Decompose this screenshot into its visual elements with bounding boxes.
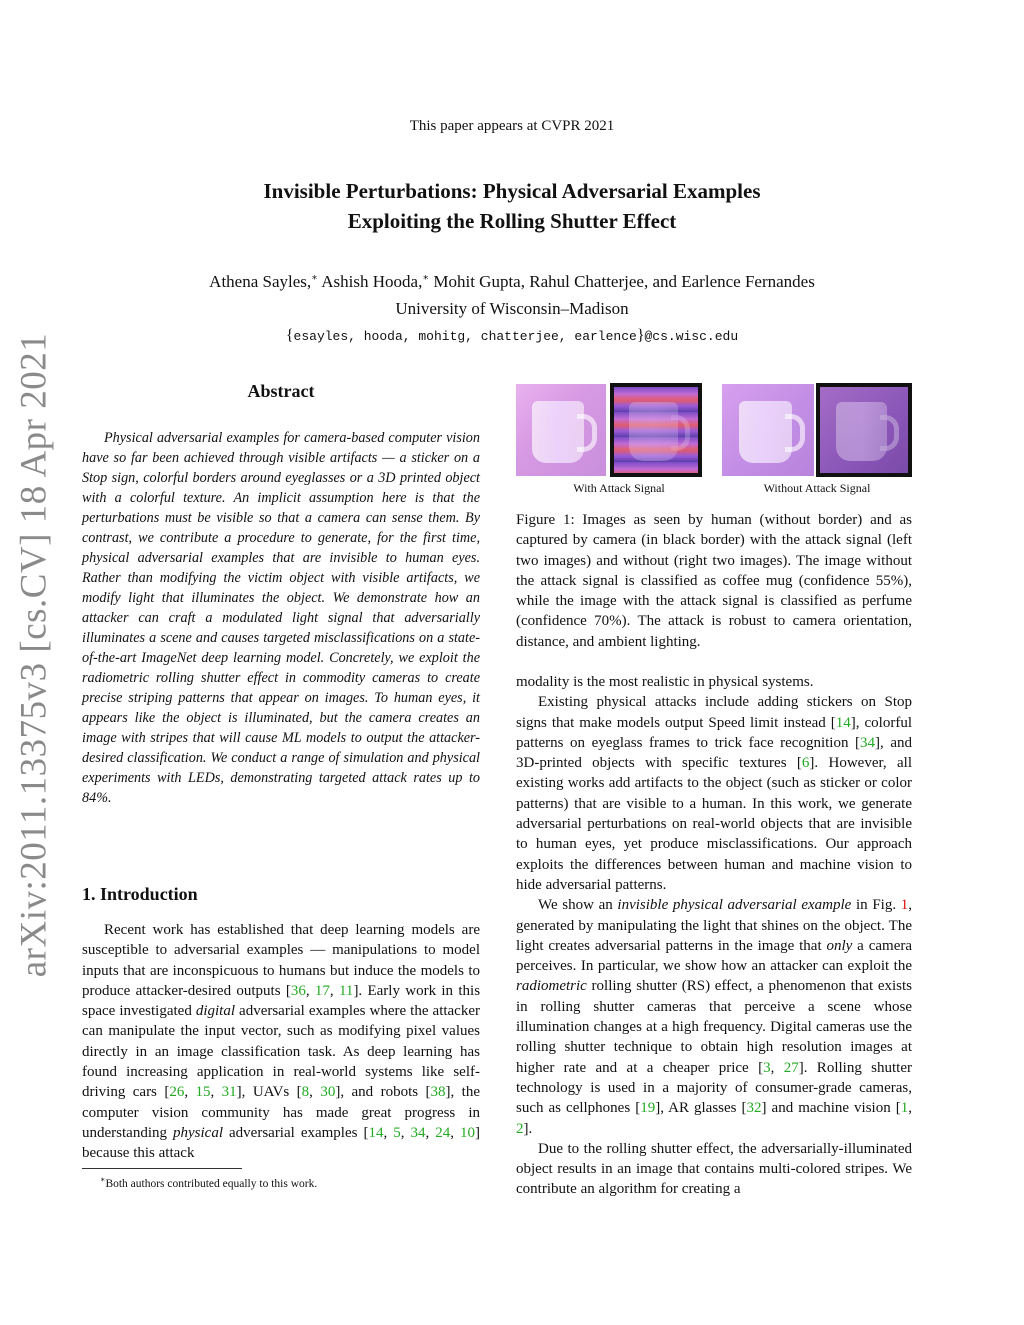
equal-contrib-mark: ∗ xyxy=(311,272,318,284)
equal-contrib-mark: ∗ xyxy=(422,272,430,284)
right-column-body xyxy=(516,672,912,1200)
author-name: Rahul Chatterjee, xyxy=(529,272,649,291)
author-list xyxy=(0,272,1024,292)
paragraph: Existing physical attacks include adding stickers on Stop signs that make models output Speed limit instead [14], colorful patterns on eyeglass frames to trick face recognition [34], and 3D-printed objects with specific textures [6]. However, all existing works add artifacts to the object (such as sticker or color patterns) that are visible to a human. In this work, we generate adversarial perturbations on real-world objects that are invisible to human eyes, yet produce misclassifications. Our approach exploits the differences between human and machine vision to hide adversarial patterns. xyxy=(516,694,912,893)
mug-shape xyxy=(739,401,792,464)
title-line-1: Invisible Perturbations: Physical Adversarial Examples xyxy=(263,179,761,203)
subcaption-with-attack: With Attack Signal xyxy=(573,481,665,495)
citation-link[interactable]: 34 xyxy=(860,734,876,751)
citation-link[interactable]: 2 xyxy=(516,1120,524,1137)
brace-close: } xyxy=(636,327,645,344)
subcaption-without-attack: Without Attack Signal xyxy=(763,481,871,495)
arxiv-identifier: arXiv:2011.13375v3 [cs.CV] 18 Apr 2021 xyxy=(13,332,55,978)
paragraph: Due to the rolling shutter effect, the adversarially-illuminated object results in an image that contains multi-colored stripes. We contribute an algorithm for creating a xyxy=(516,1140,912,1198)
affiliation: University of Wisconsin–Madison xyxy=(395,299,629,318)
citation-link[interactable]: 30 xyxy=(320,1084,336,1101)
abstract-heading: Abstract xyxy=(247,381,315,401)
arxiv-sidebar xyxy=(8,332,60,978)
abstract-body xyxy=(82,428,480,808)
mug-shape xyxy=(532,401,584,464)
citation-link[interactable]: 26 xyxy=(169,1084,185,1101)
figure-caption: Figure 1: Images as seen by human (without border) and as captured by camera (in black border) with the attack signal (left two images) and without (right two images). The image without the attack signal is classified as coffee mug (confidence 55%), while the image with the attack signal is classified as perfume (confidence 70%). The attack is robust to camera orientation, distance, and ambient lighting. xyxy=(516,512,912,650)
citation-link[interactable]: 8 xyxy=(301,1084,310,1101)
citation-link[interactable]: 14 xyxy=(368,1124,384,1141)
paragraph: We show an invisible physical adversarial example in Fig. 1, generated by manipulating the light that shines on the object. The light creates adversarial patterns in the image that only a camera perceives. In particular, we show how an attacker can exploit the radiometric rolling shutter (RS) effect, a phenomenon that exists in rolling shutter cameras that perceive a scene whose illumination changes at a high frequency. Digital cameras use the rolling shutter technique to obtain high resolution images at higher rate and at a cheaper price [3, 27]. Rolling shutter technology is used in a majority of consumer-grade cameras, such as cellphones [19], AR glasses [32] and machine vision [1, 2]. xyxy=(516,897,913,1137)
citation-link[interactable]: 15 xyxy=(195,1084,211,1101)
intro-body xyxy=(82,920,480,1164)
citation-link[interactable]: 11 xyxy=(338,982,354,999)
paper-title xyxy=(0,176,1024,236)
citation-link[interactable]: 38 xyxy=(430,1084,446,1101)
email-domain: @cs.wisc.edu xyxy=(644,329,739,344)
citation-link[interactable]: 3 xyxy=(763,1059,771,1076)
figure-image-camera-with-attack xyxy=(610,383,702,477)
email-names: esayles, hooda, mohitg, chatterjee, earlence xyxy=(293,329,637,344)
figure-image-human-with-attack xyxy=(516,384,606,476)
author-name: Ashish Hooda, xyxy=(321,272,423,291)
abstract-text: Physical adversarial examples for camera-based computer vision have so far been achieved through visible artifacts — a sticker on a Stop sign, colorful borders around eyeglasses or a 3D printed object with a colorful texture. An implicit assumption here is that the perturbations must be visible so that a camera can sense them. By contrast, we contribute a procedure to generate, for the first time, physical adversarial examples that are invisible to human eyes. Rather than modifying the victim object with visible artifacts, we modify light that illuminates the object. We demonstrate how an attacker can craft a modulated light signal that adversarially illuminates a scene and causes targeted misclassifications on a state-of-the-art ImageNet deep learning model. Concretely, we exploit the radiometric rolling shutter effect in commodity cameras to create precise striping patterns that appear on images. To human eyes, it appears like the object is illuminated, but the camera creates an image with stripes that will cause ML models to output the attacker-desired classification. We conduct a range of simulation and physical experiments with LEDs, demonstrating targeted attack rates up to 84%. xyxy=(82,430,480,806)
figure-ref-link[interactable]: 1 xyxy=(900,897,909,914)
citation-link[interactable]: 24 xyxy=(435,1124,451,1141)
venue-notice: This paper appears at CVPR 2021 xyxy=(409,118,615,134)
footnote-rule xyxy=(82,1168,242,1169)
author-name: Mohit Gupta, xyxy=(433,272,525,291)
citation-link[interactable]: 19 xyxy=(640,1100,656,1117)
title-line-2: Exploiting the Rolling Shutter Effect xyxy=(347,209,677,233)
author-name: and Earlence Fernandes xyxy=(652,272,815,291)
citation-link[interactable]: 17 xyxy=(314,982,330,999)
citation-link[interactable]: 1 xyxy=(900,1100,909,1117)
citation-link[interactable]: 36 xyxy=(290,982,306,999)
mug-shape xyxy=(836,402,887,460)
mug-shape xyxy=(629,402,678,460)
citation-link[interactable]: 5 xyxy=(393,1124,401,1141)
footnote: ∗Both authors contributed equally to this work. xyxy=(100,1175,318,1190)
paragraph: modality is the most realistic in physical systems. xyxy=(516,674,814,690)
citation-link[interactable]: 34 xyxy=(410,1124,426,1141)
figure-image-camera-without-attack xyxy=(816,383,912,477)
citation-link[interactable]: 10 xyxy=(460,1124,476,1141)
author-emails xyxy=(0,327,1024,345)
intro-paragraph: Recent work has established that deep learning models are susceptible to adversarial examples — manipulations to model inputs that are inconspicuous to humans but induce the models to produce attacker-desired outputs [36, 17, 11]. Early work in this space investigated digital adversarial examples where the attacker can manipulate the input vector, such as modifying pixel values directly in an image classification task. As deep learning has found increasing application in real-world systems like self-driving cars [26, 15, 31], UAVs [8, 30], and robots [38], the computer vision community has made great progress in understanding physical adversarial examples [14, 5, 34, 24, 10] because this attack xyxy=(82,922,481,1162)
intro-heading: 1. Introduction xyxy=(82,884,198,904)
citation-link[interactable]: 32 xyxy=(746,1100,762,1117)
citation-link[interactable]: 31 xyxy=(221,1084,237,1101)
citation-link[interactable]: 14 xyxy=(835,714,851,731)
citation-link[interactable]: 27 xyxy=(783,1059,799,1076)
brace-open: { xyxy=(285,327,294,344)
citation-link[interactable]: 6 xyxy=(801,755,810,772)
author-name: Athena Sayles, xyxy=(209,272,312,291)
figure-image-human-without-attack xyxy=(722,384,814,476)
